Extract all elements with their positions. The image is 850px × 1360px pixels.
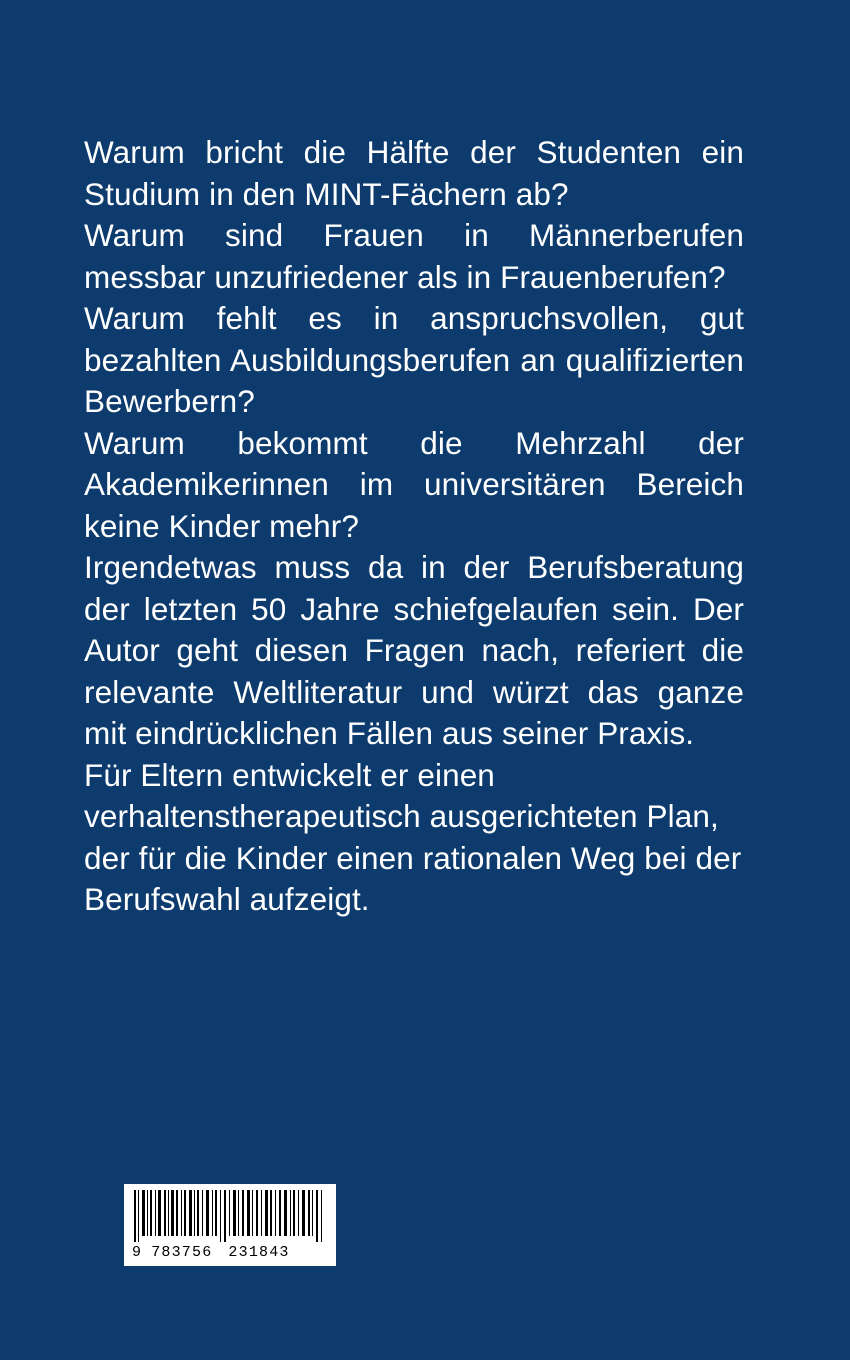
barcode-bars-icon <box>132 1190 328 1242</box>
barcode-group-1: 783756 <box>151 1244 213 1261</box>
barcode-group-2: 231843 <box>228 1244 290 1261</box>
barcode-digits <box>132 1242 328 1262</box>
blurb-paragraph-2: Warum sind Frauen in Männerberufen messbar unzufriedener als in Frauenberufen? <box>84 217 744 295</box>
blurb-paragraph-5: Irgendetwas muss da in der Berufsberatung der letzten 50 Jahre schiefgelaufen sein. Der Autor geht diesen Fragen nach, referiert die relevante Weltliteratur und würzt das ganze mit eindrücklichen Fällen aus seiner Praxis. <box>84 549 744 751</box>
barcode-lead-digit: 9 <box>132 1244 143 1261</box>
blurb-paragraph-4: Warum bekommt die Mehrzahl der Akademikerinnen im universitären Bereich keine Kinder mehr? <box>84 424 744 544</box>
blurb-paragraph-3: Warum fehlt es in anspruchsvollen, gut bezahlten Ausbildungsberufen an qualifizierten Bewerbern? <box>84 300 744 419</box>
isbn-barcode <box>124 1184 336 1266</box>
blurb-text-block <box>84 132 744 921</box>
blurb-paragraph-1: Warum bricht die Hälfte der Studenten ein Studium in den MINT-Fächern ab? <box>84 134 744 212</box>
blurb-paragraph-6: Für Eltern entwickelt er einen verhaltenstherapeutisch ausgerichteten Plan, der für die Kinder einen rationalen Weg bei der Berufswahl aufzeigt. <box>84 756 742 917</box>
